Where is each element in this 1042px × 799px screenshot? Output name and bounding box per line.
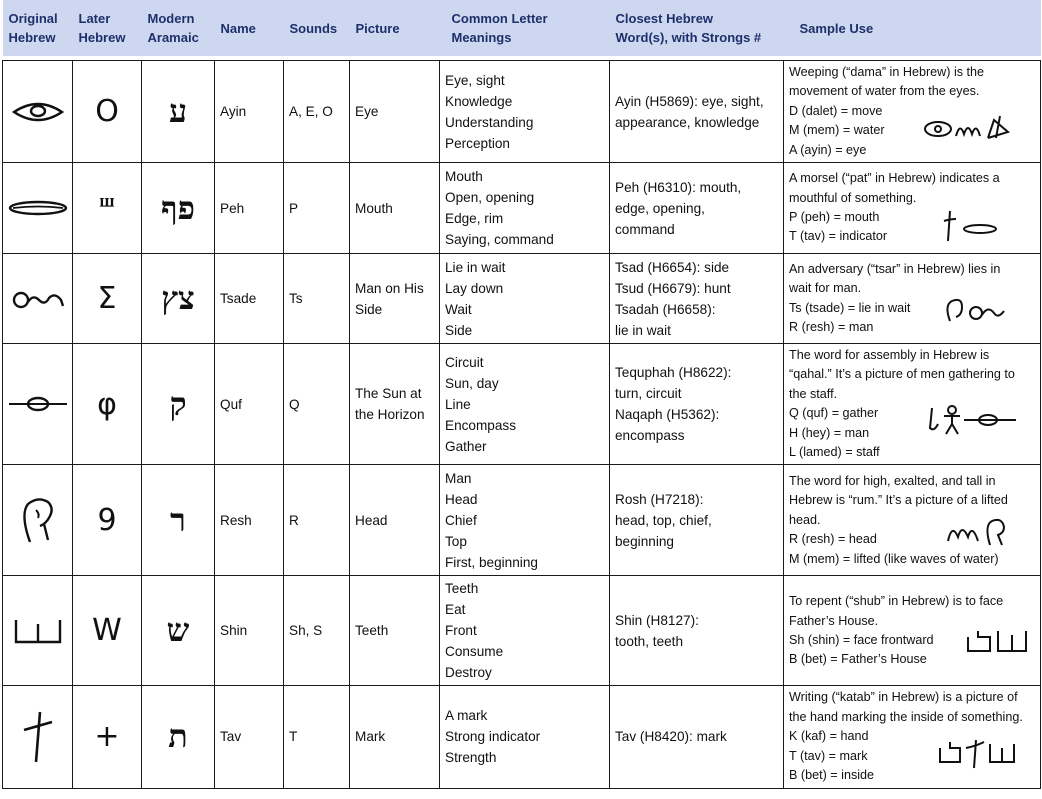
original-hebrew-cell [3, 163, 73, 254]
later-hebrew-cell: ⱎ [73, 163, 142, 254]
header-modern-aramaic: Modern Aramaic [142, 0, 215, 56]
sample-use-cell: To repent (“shub” in Hebrew) is to face Father’s House. Sh (shin) = face frontward B (bet) = Father’s House [784, 576, 1041, 686]
head-pictograph-icon [18, 494, 58, 546]
closest-words-cell: Ayin (H5869): eye, sight, appearance, knowledge [610, 61, 784, 163]
name-cell: Shin [215, 576, 284, 686]
name-cell: Peh [215, 163, 284, 254]
sounds-cell: R [284, 465, 350, 576]
meanings-cell: Lie in wait Lay down Wait Side [440, 254, 610, 344]
sample-use-cell: Weeping (“dama” in Hebrew) is the movement of water from the eyes. D (dalet) = move M (mem) = water A (ayin) = eye [784, 61, 1041, 163]
table-row [3, 465, 1041, 576]
header-sounds: Sounds [284, 0, 350, 56]
closest-words-cell: Peh (H6310): mouth, edge, opening, command [610, 163, 784, 254]
sun-horizon-pictograph-icon [7, 394, 69, 414]
picture-cell: Mark [350, 686, 440, 788]
table-row [3, 163, 1041, 254]
mark-pictograph-icon [20, 710, 56, 764]
modern-aramaic-cell: ק [142, 344, 215, 465]
closest-words-cell: Tsad (H6654): side Tsud (H6679): hunt Tsadah (H6658): lie in wait [610, 254, 784, 344]
tsar-handwritten-icon [940, 295, 1010, 325]
sounds-cell: P [284, 163, 350, 254]
qahal-handwritten-icon [922, 402, 1018, 436]
name-cell: Ayin [215, 61, 284, 163]
name-cell: Tav [215, 686, 284, 788]
header-closest-hebrew-words: Closest Hebrew Word(s), with Strongs # [610, 0, 784, 56]
sounds-cell: A, E, O [284, 61, 350, 163]
sample-use-cell: The word for high, exalted, and tall in Hebrew is “rum.” It’s a picture of a lifted head. R (resh) = head M (mem) = lifted (like waves of water) [784, 465, 1041, 576]
shub-handwritten-icon [964, 627, 1030, 657]
header-later-hebrew: Later Hebrew [73, 0, 142, 56]
modern-aramaic-cell: ש [142, 576, 215, 686]
picture-cell: The Sun at the Horizon [350, 344, 440, 465]
header-original-hebrew: Original Hebrew [3, 0, 73, 56]
picture-cell: Mouth [350, 163, 440, 254]
dama-handwritten-icon [922, 112, 1018, 142]
hebrew-letters-table [2, 0, 1041, 789]
modern-aramaic-cell: ר [142, 465, 215, 576]
rum-handwritten-icon [944, 515, 1014, 547]
table-row [3, 686, 1041, 788]
sample-use-cell: The word for assembly in Hebrew is “qahal.” It’s a picture of men gathering to the staff. Q (quf) = gather H (hey) = man L (lamed) = staff [784, 344, 1041, 465]
picture-cell: Man on His Side [350, 254, 440, 344]
name-cell: Resh [215, 465, 284, 576]
closest-words-cell: Rosh (H7218): head, top, chief, beginning [610, 465, 784, 576]
later-hebrew-cell: W [73, 576, 142, 686]
meanings-cell: Mouth Open, opening Edge, rim Saying, command [440, 163, 610, 254]
meanings-cell: Circuit Sun, day Line Encompass Gather [440, 344, 610, 465]
modern-aramaic-cell: ת [142, 686, 215, 788]
sounds-cell: Sh, S [284, 576, 350, 686]
original-hebrew-cell [3, 254, 73, 344]
original-hebrew-cell [3, 686, 73, 788]
later-hebrew-cell: 9 [73, 465, 142, 576]
man-on-side-pictograph-icon [9, 286, 67, 312]
name-cell: Tsade [215, 254, 284, 344]
header-picture: Picture [350, 0, 440, 56]
original-hebrew-cell [3, 465, 73, 576]
sounds-cell: Q [284, 344, 350, 465]
modern-aramaic-cell: פף [142, 163, 215, 254]
picture-cell: Teeth [350, 576, 440, 686]
closest-words-cell: Tav (H8420): mark [610, 686, 784, 788]
sounds-cell: T [284, 686, 350, 788]
header-row [3, 0, 1041, 56]
later-hebrew-cell: + [73, 686, 142, 788]
closest-words-cell: Shin (H8127): tooth, teeth [610, 576, 784, 686]
teeth-pictograph-icon [12, 616, 64, 646]
header-common-meanings: Common Letter Meanings [440, 0, 610, 56]
name-cell: Quf [215, 344, 284, 465]
meanings-cell: Eye, sight Knowledge Understanding Perception [440, 61, 610, 163]
sample-use-cell: A morsel (“pat” in Hebrew) indicates a mouthful of something. P (peh) = mouth T (tav) = indicator [784, 163, 1041, 254]
later-hebrew-cell: φ [73, 344, 142, 465]
table-row [3, 576, 1041, 686]
header-name: Name [215, 0, 284, 56]
eye-pictograph-icon [10, 94, 66, 130]
katab-handwritten-icon [936, 736, 1018, 770]
modern-aramaic-cell: ע [142, 61, 215, 163]
meanings-cell: Man Head Chief Top First, beginning [440, 465, 610, 576]
sample-use-cell: Writing (“katab” in Hebrew) is a picture of the hand marking the inside of something. K (kaf) = hand T (tav) = mark B (bet) = inside [784, 686, 1041, 788]
original-hebrew-cell [3, 344, 73, 465]
mouth-pictograph-icon [7, 196, 69, 220]
later-hebrew-cell: O [73, 61, 142, 163]
picture-cell: Eye [350, 61, 440, 163]
sounds-cell: Ts [284, 254, 350, 344]
picture-cell: Head [350, 465, 440, 576]
original-hebrew-cell [3, 576, 73, 686]
meanings-cell: Teeth Eat Front Consume Destroy [440, 576, 610, 686]
original-hebrew-cell [3, 61, 73, 163]
table-row [3, 344, 1041, 465]
closest-words-cell: Tequphah (H8622): turn, circuit Naqaph (H5362): encompass [610, 344, 784, 465]
meanings-cell: A mark Strong indicator Strength [440, 686, 610, 788]
table-row [3, 254, 1041, 344]
later-hebrew-cell: Ʃ [73, 254, 142, 344]
pat-handwritten-icon [936, 209, 1000, 243]
header-sample-use: Sample Use [784, 0, 1041, 56]
table-row [3, 61, 1041, 163]
sample-use-cell: An adversary (“tsar” in Hebrew) lies in wait for man. Ts (tsade) = lie in wait R (resh) = man [784, 254, 1041, 344]
modern-aramaic-cell: צץ [142, 254, 215, 344]
